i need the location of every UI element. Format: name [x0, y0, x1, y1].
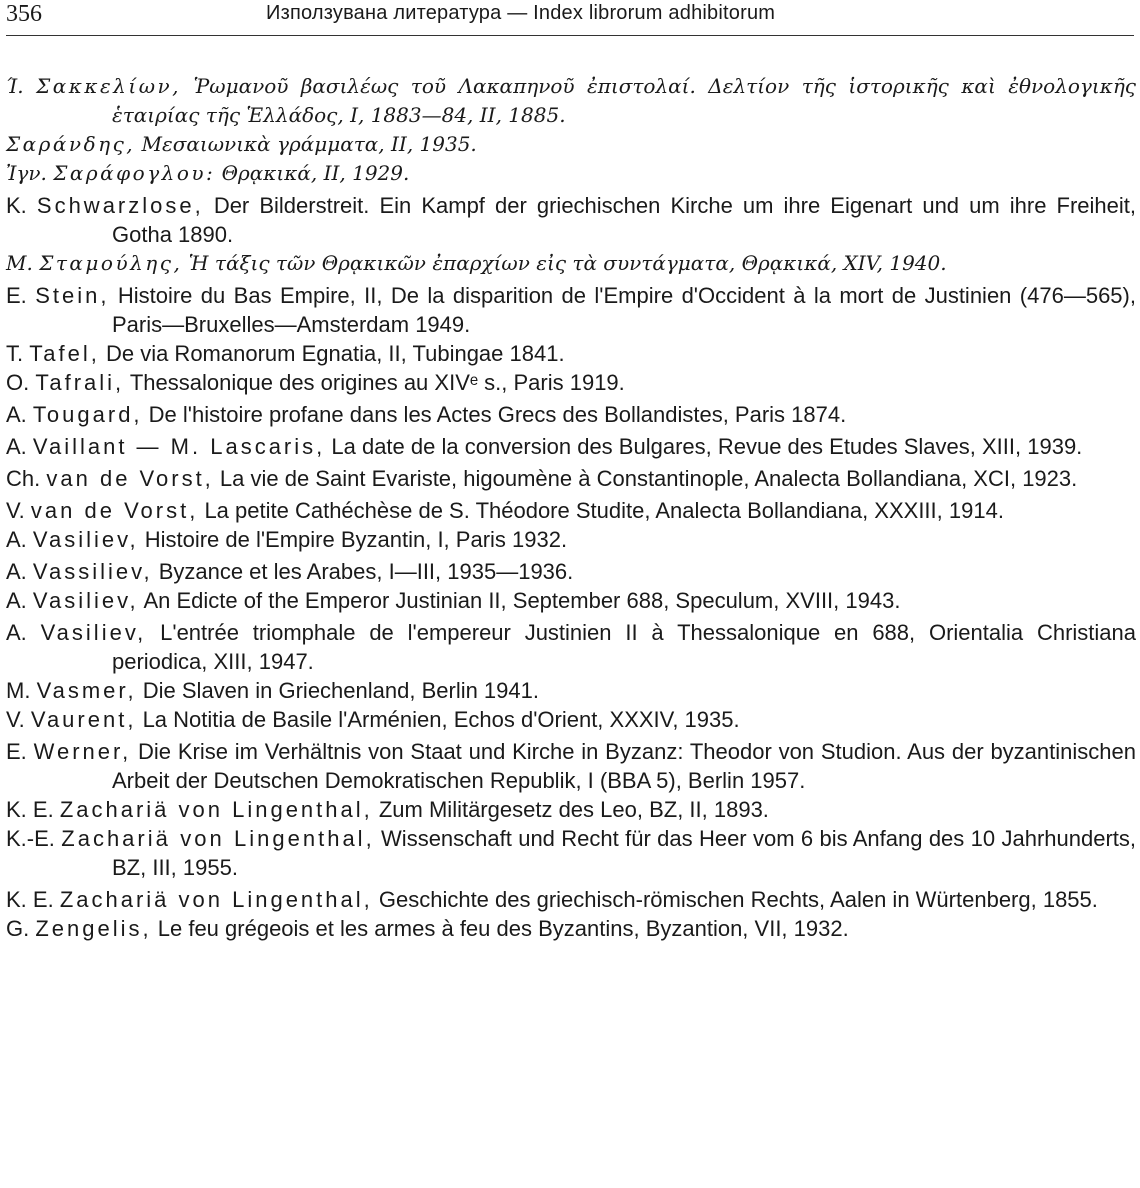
author-initials: Ί.: [6, 74, 24, 98]
author-name: Stein,: [35, 283, 110, 308]
work-title: De l'histoire profane dans les Actes Grecs des Bollandistes, Paris 1874.: [142, 402, 847, 427]
bibliography-entry: [6, 525, 1136, 554]
author-name: Zachariä von Lingenthal,: [59, 887, 373, 912]
bibliography-entry: [6, 191, 1136, 249]
author-name: Σαράνδης,: [6, 132, 136, 156]
work-title: Histoire du Bas Empire, II, De la disparition de l'Empire d'Occident à la mort de Justinien (476—565), Paris—Bruxelles—Amsterdam 1949.: [109, 283, 1136, 337]
work-title: Θρᾳκικά, ΙΙ, 1929.: [215, 161, 410, 185]
author-name: Tougard,: [32, 402, 143, 427]
bibliography-entry: [6, 705, 1136, 734]
work-title: Ῥωμανοῦ βασιλέως τοῦ Λακαπηνοῦ ἐπιστολαί. Δελτίον τῆς ἱστορικῆς καὶ ἐθνολογικῆς ἑταιρίας τῆς Ἑλλάδος, Ι, 1883—84, ΙΙ, 1885.: [112, 74, 1137, 127]
work-title: Byzance et les Arabes, I—III, 1935—1936.: [152, 559, 574, 584]
author-name: van de Vorst,: [46, 466, 214, 491]
author-name: Tafrali,: [35, 370, 125, 395]
bibliography-entry: [6, 496, 1136, 525]
running-head: Използувана литература — Index librorum adhibitorum: [266, 2, 776, 24]
bibliography-entry: [6, 464, 1136, 493]
author-initials: E.: [6, 283, 27, 308]
author-initials: A.: [6, 527, 27, 552]
bibliography-entry: [6, 676, 1136, 705]
work-title: De via Romanorum Egnatia, II, Tubingae 1841.: [99, 341, 565, 366]
bibliography-entry: [6, 557, 1136, 586]
author-name: Vassiliev,: [32, 559, 153, 584]
bibliography-entry: [6, 130, 1136, 159]
author-initials: A.: [6, 620, 27, 645]
bibliography-entry: [6, 618, 1136, 676]
bibliography-entry: [6, 368, 1136, 397]
author-name: Vasiliev,: [40, 620, 147, 645]
bibliography-entry: [6, 432, 1136, 461]
work-title: An Edicte of the Emperor Justinian II, September 688, Speculum, XVIII, 1943.: [138, 588, 901, 613]
author-initials: A.: [6, 588, 27, 613]
author-initials: V.: [6, 498, 25, 523]
author-name: Zachariä von Lingenthal,: [59, 797, 373, 822]
author-initials: K. E.: [6, 797, 54, 822]
bibliography-list: [6, 72, 1136, 943]
author-name: Vaillant — M. Lascaris,: [32, 434, 326, 459]
work-title: Der Bilderstreit. Ein Kampf der griechischen Kirche um ihre Eigenart und um ihre Freiheit, Gotha 1890.: [112, 193, 1136, 247]
author-name: Vasiliev,: [32, 527, 139, 552]
work-title: Le feu grégeois et les armes à feu des Byzantins, Byzantion, VII, 1932.: [151, 916, 849, 941]
author-name: Vasiliev,: [32, 588, 139, 613]
author-initials: K. E.: [6, 887, 54, 912]
author-initials: T.: [6, 341, 24, 366]
author-initials: G.: [6, 916, 30, 941]
work-title: Die Krise im Verhältnis von Staat und Kirche in Byzanz: Theodor von Studion. Aus der byzantinischen Arbeit der Deutschen Demokratischen Republik, I (BBA 5), Berlin 1957.: [112, 739, 1136, 793]
author-name: Σαράφογλου:: [53, 161, 216, 185]
author-name: Vaurent,: [30, 707, 137, 732]
bibliography-entry: [6, 586, 1136, 615]
author-initials: M.: [6, 678, 31, 703]
bibliography-entry: [6, 72, 1136, 130]
page-header: [6, 0, 1134, 30]
author-initials: Ch.: [6, 466, 41, 491]
work-title: Die Slaven in Griechenland, Berlin 1941.: [136, 678, 539, 703]
work-title: Geschichte des griechisch-römischen Rechts, Aalen in Würtenberg, 1855.: [372, 887, 1098, 912]
work-title: Wissenschaft und Recht für das Heer vom 6 bis Anfang des 10 Jahrhunderts, BZ, III, 1955.: [112, 826, 1136, 880]
author-initials: A.: [6, 434, 27, 459]
work-title: Μεσαιωνικὰ γράμματα, ΙΙ, 1935.: [135, 132, 477, 156]
work-title: La date de la conversion des Bulgares, Revue des Etudes Slaves, XIII, 1939.: [325, 434, 1083, 459]
work-title: Ἡ τάξις τῶν Θρᾳκικῶν ἐπαρχίων εἰς τὰ συντάγματα, Θρᾳκικά, XIV, 1940.: [182, 251, 947, 275]
author-name: Schwarzlose,: [36, 193, 204, 218]
work-title: La vie de Saint Evariste, higoumène à Constantinople, Analecta Bollandiana, XCI, 1923.: [213, 466, 1078, 491]
bibliography-entry: [6, 400, 1136, 429]
bibliography-entry: [6, 914, 1136, 943]
bibliography-entry: [6, 281, 1136, 339]
work-title: L'entrée triomphale de l'empereur Justinien II à Thessalonique en 688, Orientalia Christiana periodica, XIII, 1947.: [112, 620, 1136, 674]
author-name: Vasmer,: [36, 678, 137, 703]
author-initials: E.: [6, 739, 27, 764]
author-name: Σταμούλης,: [39, 251, 183, 275]
bibliography-entry: [6, 159, 1136, 188]
author-name: Zachariä von Lingenthal,: [61, 826, 375, 851]
author-initials: A.: [6, 402, 27, 427]
author-name: Zengelis,: [35, 916, 152, 941]
author-name: Werner,: [33, 739, 132, 764]
bibliography-entry: [6, 824, 1136, 882]
author-name: van de Vorst,: [30, 498, 199, 523]
page-number: 356: [6, 1, 42, 27]
work-title: Histoire de l'Empire Byzantin, I, Paris 1932.: [138, 527, 568, 552]
header-rule: [6, 35, 1134, 36]
work-title: La Notitia de Basile l'Arménien, Echos d'Orient, XXXIV, 1935.: [136, 707, 740, 732]
work-title: Thessalonique des origines au XIVᵉ s., Paris 1919.: [124, 370, 625, 395]
author-initials: K.: [6, 193, 27, 218]
bibliography-entry: [6, 885, 1136, 914]
author-initials: V.: [6, 707, 25, 732]
author-initials: A.: [6, 559, 27, 584]
bibliography-entry: [6, 339, 1136, 368]
bibliography-entry: [6, 249, 1136, 278]
work-title: Zum Militärgesetz des Leo, BZ, II, 1893.: [372, 797, 769, 822]
author-initials: Ἰγν.: [6, 161, 47, 185]
author-name: Tafel,: [29, 341, 100, 366]
author-initials: K.-E.: [6, 826, 55, 851]
bibliography-entry: [6, 795, 1136, 824]
author-name: Σακκελίων,: [36, 74, 182, 98]
author-initials: Μ.: [6, 251, 33, 275]
author-initials: O.: [6, 370, 30, 395]
bibliography-entry: [6, 737, 1136, 795]
work-title: La petite Cathéchèse de S. Théodore Studite, Analecta Bollandiana, XXXIII, 1914.: [198, 498, 1004, 523]
